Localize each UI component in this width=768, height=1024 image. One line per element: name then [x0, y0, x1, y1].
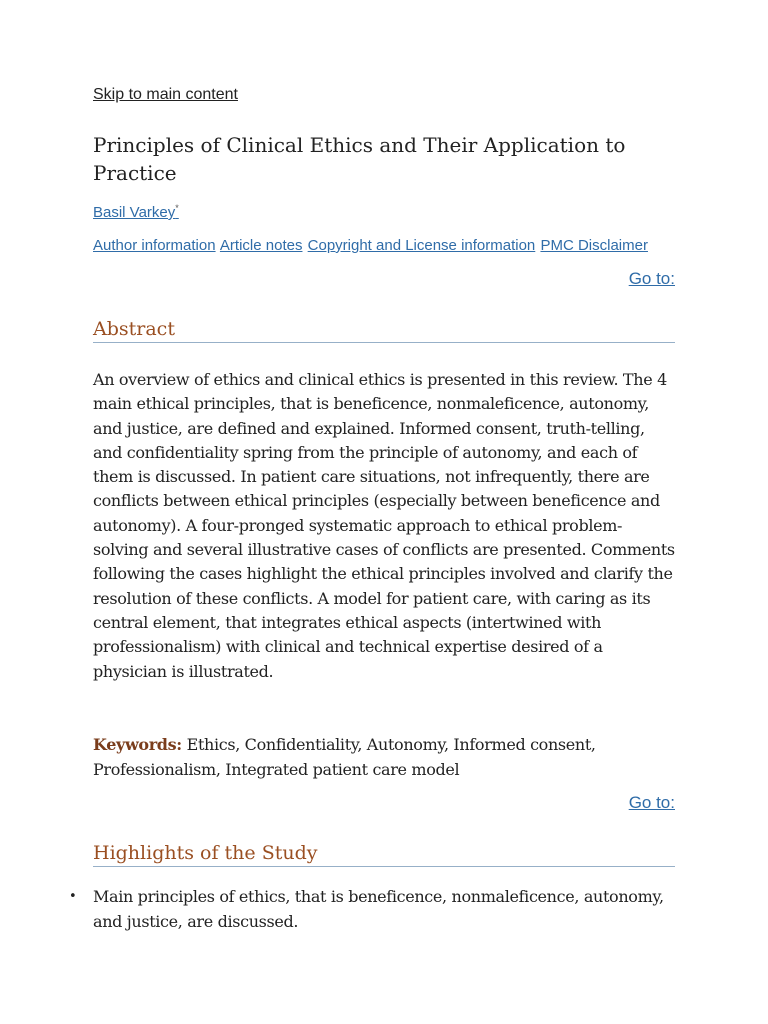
article-title: Principles of Clinical Ethics and Their Application to Practice [93, 133, 626, 185]
article-meta-links [93, 237, 693, 254]
article-notes-link[interactable]: Article notes [219, 237, 303, 254]
abstract-text: An overview of ethics and clinical ethics is presented in this review. The 4 main ethical principles, that is beneficence, nonmaleficence, autonomy, and justice, are defined and explained. Informed consent, truth-telling, and confidentiality spring from the principle of autonomy, and each of them is discussed. In patient care situations, not infrequently, there are conflicts between ethical principles (especially between beneficence and autonomy). A four-pronged systematic approach to ethical problem-solving and several illustrative cases of conflicts are presented. Comments following the cases highlight the ethical principles involved and clarify the resolution of these conflicts. A model for patient care, with caring as its central element, that integrates ethical aspects (intertwined with professionalism) with clinical and technical expertise desired of a physician is illustrated. [93, 370, 675, 681]
goto-link-2[interactable]: Go to: [628, 793, 675, 812]
abstract-heading: Abstract [93, 316, 675, 343]
pmc-disclaimer-link[interactable]: PMC Disclaimer [540, 237, 648, 254]
keywords-paragraph [93, 733, 675, 782]
highlight-text: Main principles of ethics, that is beneficence, nonmaleficence, autonomy, and justice, are discussed. [93, 887, 664, 931]
keywords-label: Keywords: [93, 735, 182, 754]
keywords-text: Ethics, Confidentiality, Autonomy, Informed consent, Professionalism, Integrated patient care model [93, 735, 596, 779]
author-information-link[interactable]: Author information [93, 237, 216, 254]
highlights-heading: Highlights of the Study [93, 840, 675, 867]
highlights-list [69, 885, 675, 934]
goto-link-1[interactable]: Go to: [628, 269, 675, 288]
bullet-icon: • [69, 889, 77, 904]
author-line [93, 203, 179, 221]
copyright-license-link[interactable]: Copyright and License information [307, 237, 536, 254]
author-asterisk: * [175, 203, 179, 213]
list-item [69, 885, 675, 934]
author-link[interactable]: Basil Varkey [93, 204, 176, 221]
skip-to-main-content-link[interactable]: Skip to main content [93, 86, 238, 103]
